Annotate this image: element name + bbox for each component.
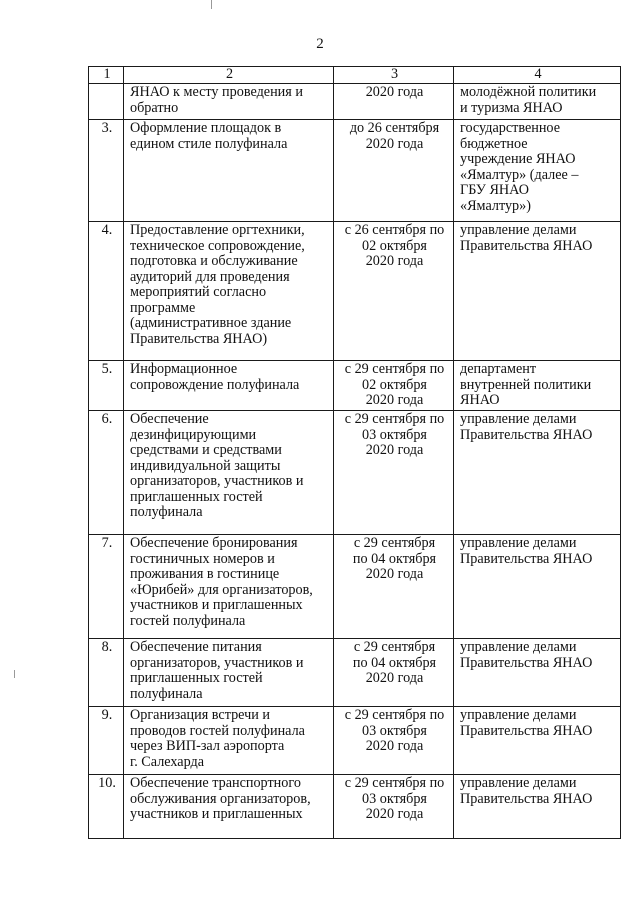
row-number-wrapper (89, 639, 124, 707)
event-cell-wrapper (124, 222, 334, 361)
row-number-wrapper (89, 120, 124, 222)
deadline-cell-wrapper (334, 120, 454, 222)
event-cell: Предоставление оргтехники, техническое сопровождение, подготовка и обслуживание аудиторий для проведения мероприятий согласно программе (административное здание Правительства ЯНАО) (130, 222, 305, 347)
responsible-cell-wrapper (454, 222, 621, 361)
table-row (89, 535, 621, 639)
deadline-cell: с 29 сентября по 03 октября 2020 года (344, 411, 445, 458)
event-cell-wrapper (124, 84, 334, 120)
responsible-cell: департамент внутренней политики ЯНАО (460, 361, 592, 408)
deadline-cell: с 29 сентября по 03 октября 2020 года (344, 707, 445, 754)
row-number-wrapper (89, 707, 124, 775)
row-number: 9. (101, 707, 113, 723)
event-cell-wrapper (124, 120, 334, 222)
scan-mark-side (14, 670, 15, 678)
column-header-responsible: 4 (454, 67, 621, 84)
page-number: 2 (316, 36, 324, 52)
column-header-event: 2 (124, 67, 334, 84)
deadline-cell: 2020 года (365, 84, 424, 100)
deadline-cell: с 29 сентября по 03 октября 2020 года (344, 775, 445, 822)
table-row (89, 775, 621, 839)
column-header-number: 1 (89, 67, 124, 84)
row-number-wrapper (89, 411, 124, 535)
responsible-cell-wrapper (454, 639, 621, 707)
event-cell: Обеспечение бронирования гостиничных номеров и проживания в гостинице «Юрибей» для организаторов, участников и приглашенных гостей полуфинала (130, 535, 313, 629)
row-number: 8. (101, 639, 113, 655)
table-header-row (89, 67, 621, 84)
deadline-cell-wrapper (334, 84, 454, 120)
deadline-cell: до 26 сентября 2020 года (349, 120, 440, 152)
responsible-cell: государственное бюджетное учреждение ЯНАО «Ямалтур» (далее – ГБУ ЯНАО «Ямалтур») (460, 120, 579, 214)
responsible-cell: управление делами Правительства ЯНАО (460, 535, 593, 567)
row-number: 6. (101, 411, 113, 427)
table-row (89, 222, 621, 361)
responsible-cell-wrapper (454, 411, 621, 535)
event-cell-wrapper (124, 535, 334, 639)
row-number: 4. (101, 222, 113, 238)
row-number-wrapper (89, 535, 124, 639)
column-header-date: 3 (334, 67, 454, 84)
row-number-wrapper (89, 775, 124, 839)
table-row (89, 639, 621, 707)
scan-mark-top (211, 0, 212, 9)
deadline-cell: с 29 сентября по 04 октября 2020 года (352, 535, 437, 582)
responsible-cell-wrapper (454, 361, 621, 411)
responsible-cell: управление делами Правительства ЯНАО (460, 222, 593, 254)
row-number-wrapper (89, 84, 124, 120)
responsible-cell: управление делами Правительства ЯНАО (460, 411, 593, 443)
table-row (89, 84, 621, 120)
responsible-cell-wrapper (454, 707, 621, 775)
deadline-cell-wrapper (334, 639, 454, 707)
deadline-cell: с 26 сентября по 02 октября 2020 года (344, 222, 445, 269)
responsible-cell: управление делами Правительства ЯНАО (460, 775, 593, 807)
event-cell-wrapper (124, 775, 334, 839)
row-number: 5. (101, 361, 113, 377)
event-cell: Информационное сопровождение полуфинала (130, 361, 300, 393)
event-cell: Организация встречи и проводов гостей полуфинала через ВИП-зал аэропорта г. Салехарда (130, 707, 305, 770)
responsible-cell-wrapper (454, 120, 621, 222)
deadline-cell: с 29 сентября по 02 октября 2020 года (344, 361, 445, 408)
row-number: 10. (98, 775, 116, 791)
event-cell: Обеспечение транспортного обслуживания организаторов, участников и приглашенных (130, 775, 311, 822)
row-number: 3. (101, 120, 113, 136)
event-cell-wrapper (124, 639, 334, 707)
row-number-wrapper (89, 361, 124, 411)
deadline-cell-wrapper (334, 707, 454, 775)
event-cell: Обеспечение дезинфицирующими средствами и средствами индивидуальной защиты организаторов, участников и приглашенных гостей полуфинала (130, 411, 304, 520)
responsible-cell: управление делами Правительства ЯНАО (460, 707, 593, 739)
row-number: 7. (101, 535, 113, 551)
table-row (89, 707, 621, 775)
deadline-cell-wrapper (334, 361, 454, 411)
event-cell-wrapper (124, 411, 334, 535)
responsible-cell: молодёжной политики и туризма ЯНАО (460, 84, 597, 116)
deadline-cell-wrapper (334, 411, 454, 535)
responsible-cell: управление делами Правительства ЯНАО (460, 639, 593, 671)
event-cell: Оформление площадок в едином стиле полуфинала (130, 120, 288, 152)
deadline-cell-wrapper (334, 535, 454, 639)
responsible-cell-wrapper (454, 84, 621, 120)
event-cell-wrapper (124, 707, 334, 775)
responsible-cell-wrapper (454, 535, 621, 639)
table-row (89, 120, 621, 222)
table-row (89, 361, 621, 411)
event-cell: Обеспечение питания организаторов, участников и приглашенных гостей полуфинала (130, 639, 304, 702)
deadline-cell-wrapper (334, 222, 454, 361)
event-cell: ЯНАО к месту проведения и обратно (130, 84, 303, 116)
deadline-cell-wrapper (334, 775, 454, 839)
deadline-cell: с 29 сентября по 04 октября 2020 года (352, 639, 437, 686)
table-row (89, 411, 621, 535)
row-number-wrapper (89, 222, 124, 361)
schedule-table (88, 66, 621, 839)
event-cell-wrapper (124, 361, 334, 411)
responsible-cell-wrapper (454, 775, 621, 839)
